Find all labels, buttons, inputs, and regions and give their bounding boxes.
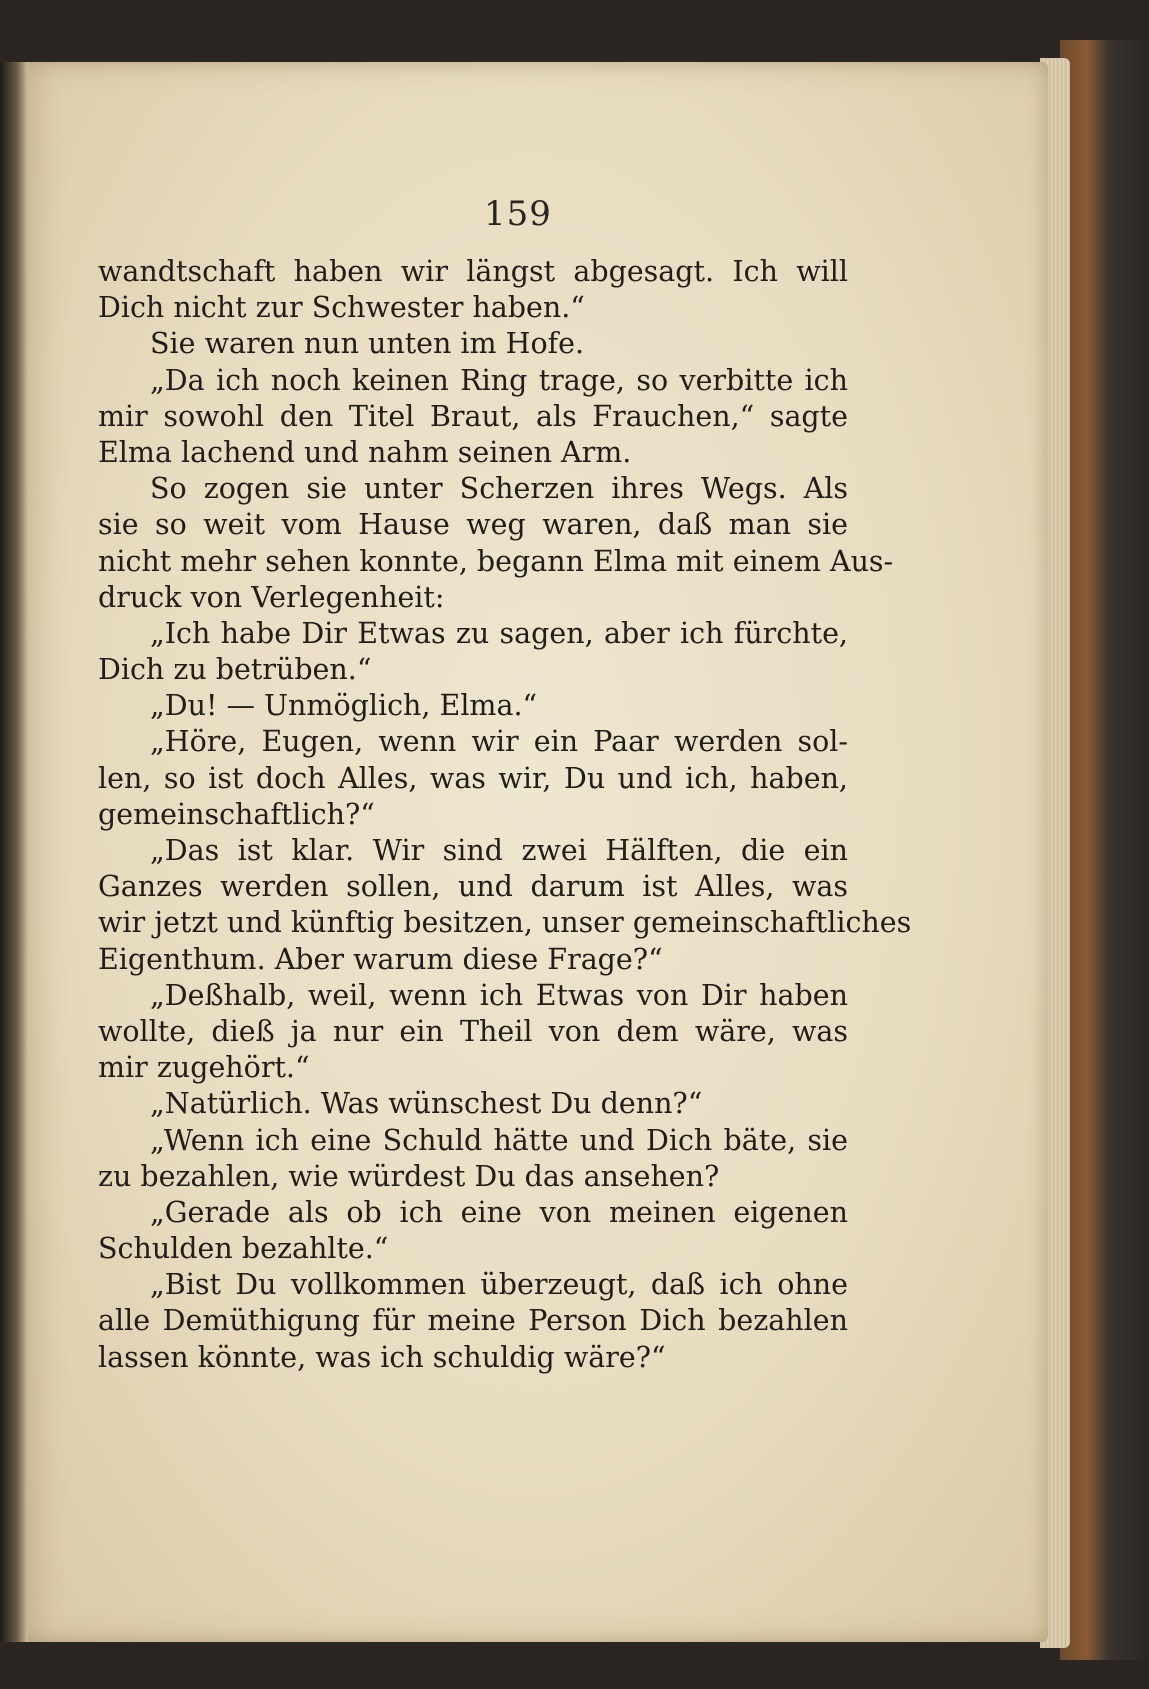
text-line: Dich nicht zur Schwester haben.“ <box>98 291 585 325</box>
book-cover-edge <box>1060 40 1149 1660</box>
text-line: Sie waren nun unten im Hofe. <box>150 327 585 361</box>
text-line: „Ich habe Dir Etwas zu sagen, aber ich fürchte, <box>150 616 848 650</box>
text-line: lassen könnte, was ich schuldig wäre?“ <box>98 1340 666 1374</box>
page-number: 159 <box>484 194 552 234</box>
book-gutter <box>0 62 28 1642</box>
text-line: mir zugehört.“ <box>98 1051 310 1085</box>
text-line: nicht mehr sehen konnte, begann Elma mit einem Aus- <box>98 544 894 578</box>
text-line: Elma lachend und nahm seinen Arm. <box>98 435 632 469</box>
book-page <box>18 62 1048 1642</box>
text-line: len, so ist doch Alles, was wir, Du und ich, haben, <box>98 761 848 795</box>
text-line: sie so weit vom Hause weg waren, daß man sie <box>98 508 848 542</box>
text-line: „Gerade als ob ich eine von meinen eigenen <box>150 1195 848 1229</box>
text-line: wir jetzt und künftig besitzen, unser gemeinschaftliches <box>98 906 912 940</box>
text-line: wollte, dieß ja nur ein Theil von dem wäre, was <box>98 1014 848 1048</box>
text-line: gemeinschaftlich?“ <box>98 797 375 831</box>
text-line: „Wenn ich eine Schuld hätte und Dich bäte, sie <box>150 1123 848 1157</box>
text-line: „Höre, Eugen, wenn wir ein Paar werden sol- <box>150 725 848 759</box>
text-line: Schulden bezahlte.“ <box>98 1232 389 1266</box>
text-line: Ganzes werden sollen, und darum ist Alles, was <box>98 870 848 904</box>
text-line: mir sowohl den Titel Braut, als Frauchen,“ sagte <box>98 399 848 433</box>
text-line: zu bezahlen, wie würdest Du das ansehen? <box>98 1159 720 1193</box>
text-line: Dich zu betrüben.“ <box>98 653 372 687</box>
text-line: „Bist Du vollkommen überzeugt, daß ich ohne <box>150 1268 848 1302</box>
text-line: „Du! — Unmöglich, Elma.“ <box>150 689 538 723</box>
text-line: wandtschaft haben wir längst abgesagt. Ich will <box>98 255 848 288</box>
text-line: druck von Verlegenheit: <box>98 580 445 614</box>
text-line: „Natürlich. Was wünschest Du denn?“ <box>150 1087 703 1121</box>
text-line: „Deßhalb, weil, wenn ich Etwas von Dir haben <box>150 978 848 1012</box>
text-line: Eigenthum. Aber warum diese Frage?“ <box>98 942 663 976</box>
text-line: alle Demüthigung für meine Person Dich bezahlen <box>98 1304 848 1338</box>
text-line: So zogen sie unter Scherzen ihres Wegs. Als <box>150 472 848 506</box>
text-line: „Da ich noch keinen Ring trage, so verbitte ich <box>150 363 848 397</box>
text-line: „Das ist klar. Wir sind zwei Hälften, die ein <box>150 834 848 867</box>
body-text <box>98 254 912 1376</box>
